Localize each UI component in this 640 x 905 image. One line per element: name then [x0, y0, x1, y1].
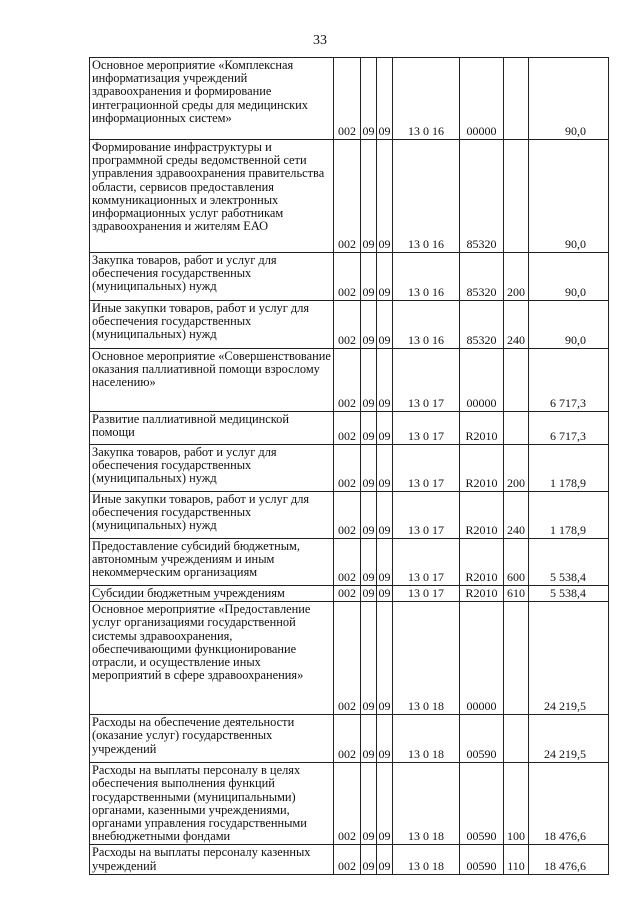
row-subsection: 09	[377, 492, 393, 539]
row-name: Закупка товаров, работ и услуг для обеспечения государственных (муниципальных) нужд	[90, 445, 334, 492]
row-subsection: 09	[377, 412, 393, 445]
row-section: 09	[361, 253, 377, 301]
row-amount: 18 476,6	[529, 845, 609, 875]
row-admin-code: 002	[334, 253, 361, 301]
row-program-code: 13 0 18	[393, 763, 460, 845]
row-name: Основное мероприятие «Совершенствование оказания паллиативной помощи взрослому населению»	[90, 349, 334, 412]
table-row	[90, 715, 609, 763]
row-expense-type: 110	[504, 845, 529, 875]
row-admin-code: 002	[334, 539, 361, 586]
row-subsection: 09	[377, 58, 393, 140]
row-name: Иные закупки товаров, работ и услуг для обеспечения государственных (муниципальных) нужд	[90, 301, 334, 349]
row-item-code: R2010	[460, 492, 504, 539]
row-item-code: 85320	[460, 140, 504, 253]
row-section: 09	[361, 715, 377, 763]
row-name: Основное мероприятие «Комплексная информатизация учреждений здравоохранения и формирование интеграционной среды для медицинских информационных систем»	[90, 58, 334, 140]
row-amount: 1 178,9	[529, 492, 609, 539]
row-section: 09	[362, 586, 375, 600]
budget-table	[89, 57, 609, 875]
row-name: Расходы на обеспечение деятельности (оказание услуг) государственных учреждений	[90, 715, 334, 763]
row-admin-code: 002	[334, 58, 361, 140]
row-item-code: 00590	[460, 715, 504, 763]
row-program-code: 13 0 17	[393, 349, 460, 412]
row-section: 09	[361, 349, 377, 412]
row-program-code: 13 0 16	[393, 58, 460, 140]
row-amount: 90,0	[529, 58, 609, 140]
row-amount: 18 476,6	[529, 763, 609, 845]
table-row	[90, 539, 609, 586]
row-admin-code: 002	[334, 349, 361, 412]
row-program-code: 13 0 17	[393, 445, 460, 492]
row-program-code: 13 0 18	[393, 715, 460, 763]
table-row	[90, 301, 609, 349]
row-program-code: 13 0 16	[393, 301, 460, 349]
row-amount: 24 219,5	[529, 715, 609, 763]
table-row	[90, 492, 609, 539]
row-expense-type	[504, 715, 529, 763]
row-admin-code: 002	[334, 586, 361, 602]
row-amount: 1 178,9	[529, 445, 609, 492]
row-program-code: 13 0 17	[393, 412, 460, 445]
row-name: Субсидии бюджетным учреждениям	[90, 586, 334, 602]
row-subsection: 09	[377, 445, 393, 492]
row-subsection: 09	[377, 301, 393, 349]
row-expense-type: 240	[504, 301, 529, 349]
row-admin-code: 002	[334, 412, 361, 445]
row-expense-type: 610	[504, 586, 529, 602]
row-program-code: 13 0 18	[393, 602, 460, 715]
table-row	[90, 763, 609, 845]
table-row	[90, 586, 609, 602]
row-admin-code: 002	[334, 715, 361, 763]
row-section: 09	[361, 301, 377, 349]
row-expense-type: 240	[504, 492, 529, 539]
row-name: Закупка товаров, работ и услуг для обеспечения государственных (муниципальных) нужд	[90, 253, 334, 301]
row-name: Расходы на выплаты персоналу казенных учреждений	[90, 845, 334, 875]
row-amount: 5 538,4	[529, 586, 609, 602]
row-admin-code: 002	[334, 763, 361, 845]
row-section: 09	[361, 445, 377, 492]
row-section: 09	[361, 845, 377, 875]
row-section: 09	[361, 602, 377, 715]
row-subsection: 09	[377, 845, 393, 875]
row-amount: 6 717,3	[529, 349, 609, 412]
row-name: Иные закупки товаров, работ и услуг для обеспечения государственных (муниципальных) нужд	[90, 492, 334, 539]
row-program-code: 13 0 16	[393, 140, 460, 253]
row-subsection: 09	[377, 715, 393, 763]
row-subsection: 09	[377, 602, 393, 715]
row-item-code: R2010	[460, 412, 504, 445]
row-amount: 24 219,5	[529, 602, 609, 715]
row-expense-type: 600	[504, 539, 529, 586]
row-subsection: 09	[378, 586, 391, 600]
row-section: 09	[361, 539, 377, 586]
row-amount: 5 538,4	[529, 539, 609, 586]
row-item-code: 85320	[460, 301, 504, 349]
row-expense-type	[504, 602, 529, 715]
row-expense-type	[504, 412, 529, 445]
row-admin-code: 002	[334, 602, 361, 715]
row-admin-code: 002	[334, 845, 361, 875]
row-expense-type	[504, 58, 529, 140]
row-subsection: 09	[377, 539, 393, 586]
page-number: 33	[313, 33, 327, 48]
row-name: Основное мероприятие «Предоставление услуг организациями государственной системы здравоохранения, обеспечивающими функционирование отрасли, и осуществление иных мероприятий в сфере здравоохранения»	[90, 602, 334, 715]
table-row	[90, 845, 609, 875]
row-section: 09	[361, 492, 377, 539]
row-program-code: 13 0 17	[393, 492, 460, 539]
row-item-code: R2010	[460, 586, 504, 602]
row-amount: 90,0	[529, 140, 609, 253]
row-amount: 6 717,3	[529, 412, 609, 445]
table-row	[90, 412, 609, 445]
row-amount: 90,0	[529, 301, 609, 349]
row-expense-type: 200	[504, 445, 529, 492]
row-name: Предоставление субсидий бюджетным, автономным учреждениям и иным некоммерческим организациям	[90, 539, 334, 586]
row-expense-type: 200	[504, 253, 529, 301]
row-item-code: 00000	[460, 58, 504, 140]
row-program-code: 13 0 18	[393, 845, 460, 875]
row-subsection: 09	[377, 253, 393, 301]
row-item-code: 00000	[460, 349, 504, 412]
row-item-code: 00000	[460, 602, 504, 715]
row-amount: 90,0	[529, 253, 609, 301]
row-admin-code: 002	[334, 301, 361, 349]
table-row	[90, 58, 609, 140]
row-program-code: 13 0 16	[393, 253, 460, 301]
row-subsection: 09	[377, 349, 393, 412]
row-item-code: 85320	[460, 253, 504, 301]
row-name: Формирование инфраструктуры и программной среды ведомственной сети управления здравоохранения правительства области, сервисов предоставления коммуникационных и электронных информационных услуг работникам здравоохранения и жителям ЕАО	[90, 140, 334, 253]
row-subsection: 09	[377, 763, 393, 845]
row-item-code: 00590	[460, 845, 504, 875]
table-row	[90, 445, 609, 492]
table-row	[90, 349, 609, 412]
row-admin-code: 002	[334, 492, 361, 539]
row-subsection: 09	[377, 140, 393, 253]
row-expense-type: 100	[504, 763, 529, 845]
table-body	[90, 58, 609, 875]
row-section: 09	[361, 412, 377, 445]
row-section: 09	[361, 58, 377, 140]
row-program-code: 13 0 17	[393, 539, 460, 586]
table-row	[90, 602, 609, 715]
row-name: Развитие паллиативной медицинской помощи	[90, 412, 334, 445]
row-expense-type	[504, 140, 529, 253]
row-item-code: 00590	[460, 763, 504, 845]
row-section: 09	[361, 763, 377, 845]
row-program-code: 13 0 17	[393, 586, 460, 602]
row-item-code: R2010	[460, 445, 504, 492]
table-row	[90, 140, 609, 253]
row-expense-type	[504, 349, 529, 412]
row-admin-code: 002	[334, 140, 361, 253]
table-row	[90, 253, 609, 301]
row-admin-code: 002	[334, 445, 361, 492]
row-name: Расходы на выплаты персоналу в целях обеспечения выполнения функций государственными (муниципальными) органами, казенными учреждениями, органами управления государственными внебюджетными фондами	[90, 763, 334, 845]
row-section: 09	[361, 140, 377, 253]
row-item-code: R2010	[460, 539, 504, 586]
